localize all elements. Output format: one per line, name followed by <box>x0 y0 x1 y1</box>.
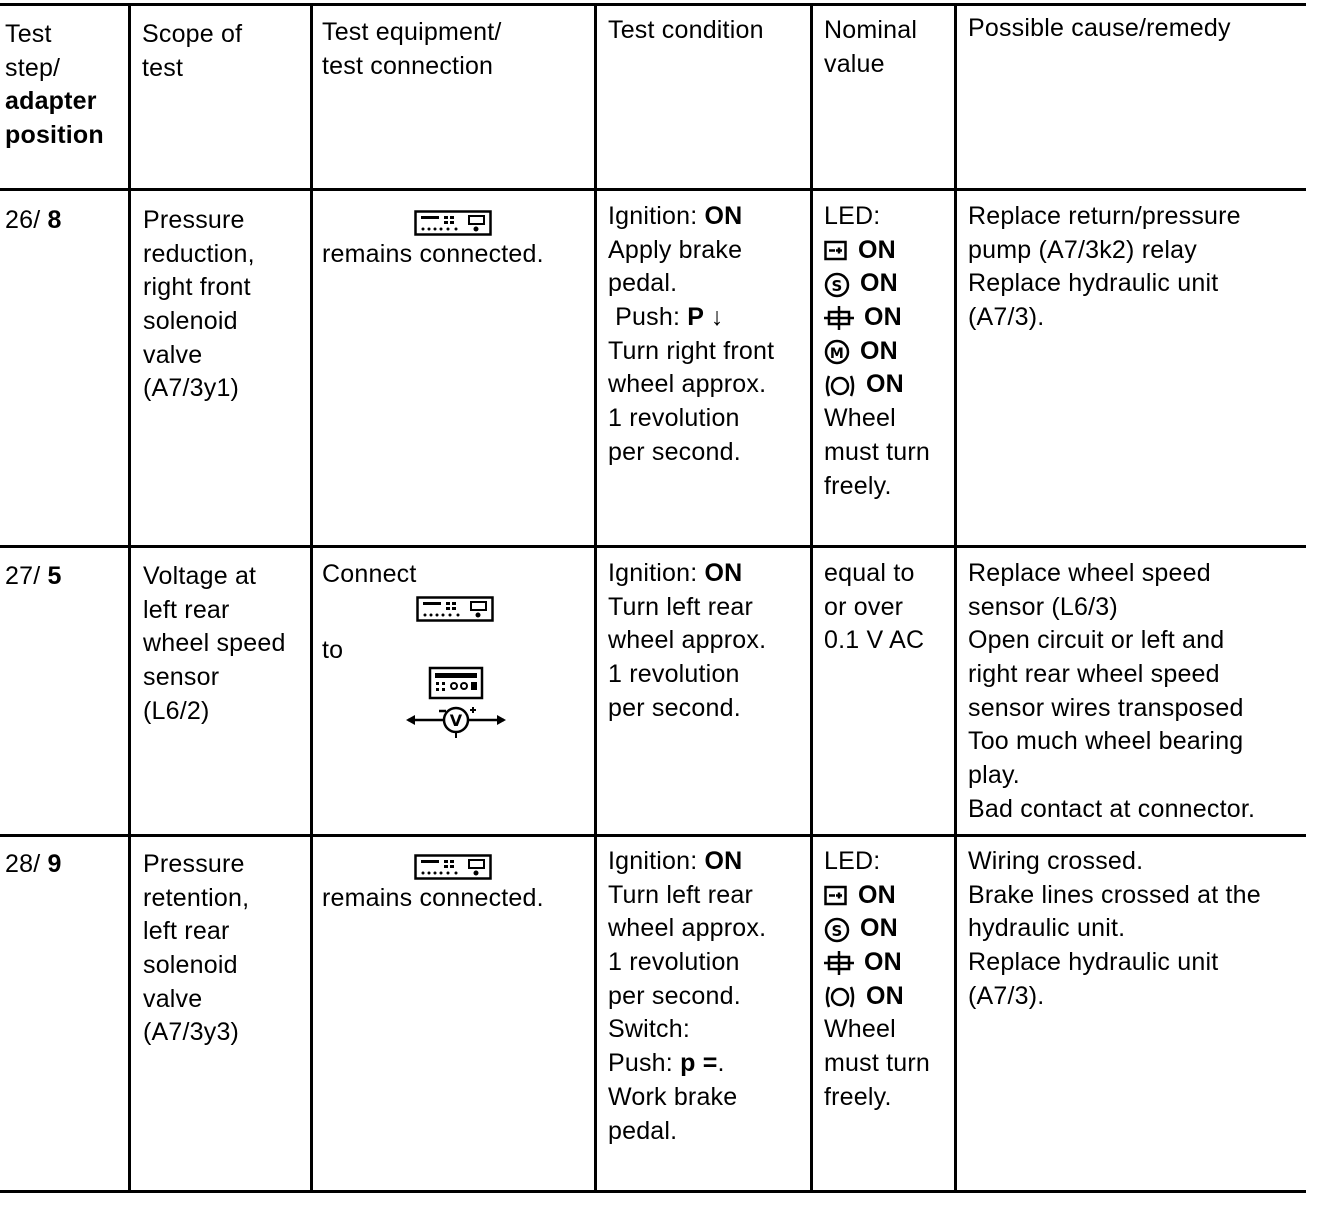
row-26-remedy: Replace return/pressure pump (A7/3k2) relay Replace hydraulic unit (A7/3). <box>968 202 1241 332</box>
row1-bottom-rule <box>0 545 1306 548</box>
tester-icon <box>414 854 492 880</box>
solenoid-valve-led-icon <box>824 306 854 330</box>
row-27-remedy: Replace wheel speed sensor (L6/3) Open circuit or left and right rear wheel speed sensor wires transposed Too much wheel bearing play. Bad contact at connector. <box>968 559 1256 823</box>
row-27-condition: Ignition: ON Turn left rear wheel approx. 1 revolution per second. <box>608 559 767 722</box>
tester-icon <box>416 596 494 622</box>
col-divider-5 <box>954 3 957 1193</box>
row-26-nominal: LED: ON S ON ON M ON ON Wheel must turn freely. <box>824 202 930 500</box>
speed-sensor-led-icon <box>824 917 850 943</box>
row-27-nominal: equal to or over 0.1 V AC <box>824 559 925 655</box>
brake-led-icon <box>824 373 856 399</box>
row-28-scope: Pressure retention, left rear solenoid valve (A7/3y3) <box>143 850 250 1047</box>
row-28-equipment: remains connected. <box>322 848 586 916</box>
row-26-step: 26/ 8 <box>5 206 62 234</box>
header-remedy: Possible cause/remedy <box>968 14 1231 42</box>
battery-led-icon <box>824 240 848 262</box>
row-27-scope: Voltage at left rear wheel speed sensor (L6/2) <box>143 562 286 725</box>
svg-text:M: M <box>829 346 845 363</box>
row-26-equipment: remains connected. <box>322 204 586 272</box>
motor-led-icon <box>824 339 850 365</box>
header-condition: Test condition <box>608 16 764 44</box>
header-test-step: Test step/ adapter position <box>5 20 104 150</box>
row-26-condition: Ignition: ON Apply brake pedal. Push: P ↓ Turn right front wheel approx. 1 revolution per second. <box>608 202 775 466</box>
svg-text:S: S <box>831 276 843 295</box>
brake-led-icon <box>824 984 856 1010</box>
col-divider-1 <box>128 3 131 1193</box>
battery-led-icon <box>824 885 848 907</box>
row-28-condition: Ignition: ON Turn left rear wheel approx. 1 revolution per second. Switch: Push: p =. Work brake pedal. <box>608 847 767 1145</box>
tester-icon <box>414 210 492 236</box>
svg-text:V: V <box>449 711 463 730</box>
row-28-nominal: LED: ON S ON ON ON Wheel must turn freely. <box>824 847 930 1111</box>
table-top-rule <box>0 3 1306 6</box>
row2-bottom-rule <box>0 834 1306 837</box>
header-scope: Scope of test <box>142 20 243 82</box>
row-27-step: 27/ 5 <box>5 562 62 590</box>
solenoid-valve-led-icon <box>824 951 854 975</box>
svg-text:S: S <box>831 921 843 940</box>
row-28-step: 28/ 9 <box>5 850 62 878</box>
header-bottom-rule <box>0 188 1306 191</box>
table-bottom-rule <box>0 1190 1306 1193</box>
row-27-equipment: Connect to V <box>322 558 586 758</box>
voltmeter-icon <box>406 666 506 744</box>
row-26-scope: Pressure reduction, right front solenoid valve (A7/3y1) <box>143 206 255 403</box>
header-equipment: Test equipment/ test connection <box>322 18 502 80</box>
col-divider-2 <box>310 3 313 1193</box>
col-divider-4 <box>810 3 813 1193</box>
header-nominal: Nominal value <box>824 16 918 78</box>
col-divider-3 <box>594 3 597 1193</box>
row-28-remedy: Wiring crossed. Brake lines crossed at the hydraulic unit. Replace hydraulic unit (A7/3). <box>968 847 1261 1010</box>
speed-sensor-led-icon <box>824 272 850 298</box>
